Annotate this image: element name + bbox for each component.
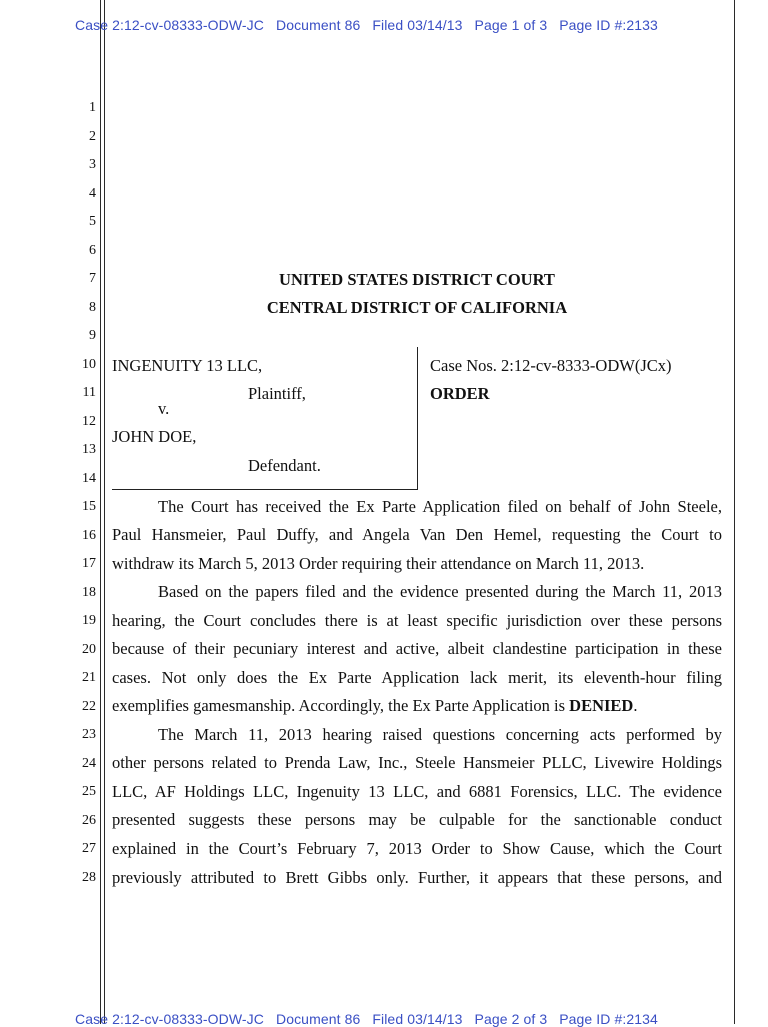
- body-line: Based on the papers filed and the evidence presented during the March 11, 2013: [158, 582, 722, 601]
- court-name: UNITED STATES DISTRICT COURT: [279, 270, 555, 289]
- body-line: cases. Not only does the Ex Parte Application lack merit, its eleventh-hour filing: [112, 668, 722, 687]
- line-number: 26: [82, 813, 96, 828]
- body-line: withdraw its March 5, 2013 Order requiring their attendance on March 11, 2013.: [112, 554, 645, 573]
- body-line: other persons related to Prenda Law, Inc., Steele Hansmeier PLLC, Livewire Holdings: [112, 753, 722, 772]
- line-number: 22: [82, 699, 96, 714]
- line-number: 2: [89, 129, 96, 144]
- line-number: 8: [89, 300, 96, 315]
- page-id: Page ID #:2134: [559, 1011, 658, 1027]
- line-number: 19: [82, 613, 96, 628]
- defendant-name: JOHN DOE,: [112, 427, 197, 446]
- line-number: 6: [89, 243, 96, 258]
- defendant-role: Defendant.: [248, 456, 321, 475]
- filed-date: Filed 03/14/13: [372, 1011, 463, 1027]
- body-line: [112, 696, 722, 716]
- body-line: because of their pecuniary interest and active, albeit clandestine participation in these: [112, 639, 722, 658]
- line-number: 3: [89, 157, 96, 172]
- body-line: explained in the Court’s February 7, 2013 Order to Show Cause, which the Court: [112, 839, 722, 858]
- line-number: 21: [82, 670, 96, 685]
- line-number: 10: [82, 357, 96, 372]
- body-line: hearing, the Court concludes there is at least specific jurisdiction over these persons: [112, 611, 722, 630]
- line-number: 17: [82, 556, 96, 571]
- page-indicator: Page 2 of 3: [474, 1011, 548, 1027]
- body-line: The Court has received the Ex Parte Application filed on behalf of John Steele,: [158, 497, 722, 516]
- line-number: 7: [89, 271, 96, 286]
- filed-date: Filed 03/14/13: [372, 17, 463, 33]
- page-indicator: Page 1 of 3: [474, 17, 548, 33]
- body-line: Paul Hansmeier, Paul Duffy, and Angela Van Den Hemel, requesting the Court to: [112, 525, 722, 544]
- line-number: 13: [82, 442, 96, 457]
- document-type: ORDER: [430, 384, 490, 403]
- body-line: previously attributed to Brett Gibbs only. Further, it appears that these persons, and: [112, 868, 722, 887]
- versus: v.: [158, 399, 170, 418]
- line-number: 1: [89, 100, 96, 115]
- caption-divider-vertical: [417, 347, 418, 489]
- left-margin-rule-inner: [104, 0, 105, 1024]
- body-line: The March 11, 2013 hearing raised questions concerning acts performed by: [158, 725, 722, 744]
- document-number: Document 86: [275, 17, 361, 33]
- line-number: 5: [89, 214, 96, 229]
- document-number: Document 86: [275, 1011, 361, 1027]
- denied-ruling: DENIED: [569, 696, 634, 715]
- plaintiff-role: Plaintiff,: [248, 384, 306, 403]
- filing-header-top: [0, 17, 768, 33]
- line-number: 14: [82, 471, 96, 486]
- caption-divider-horizontal: [112, 489, 418, 490]
- case-number: Case 2:12-cv-08333-ODW-JC: [75, 1011, 264, 1027]
- body-text: .: [633, 696, 638, 715]
- plaintiff-name: INGENUITY 13 LLC,: [112, 356, 263, 375]
- case-number: Case 2:12-cv-08333-ODW-JC: [75, 17, 264, 33]
- court-district: CENTRAL DISTRICT OF CALIFORNIA: [266, 298, 568, 317]
- page-id: Page ID #:2133: [559, 17, 658, 33]
- line-number: 23: [82, 727, 96, 742]
- line-number: 11: [82, 385, 96, 400]
- line-number: 12: [82, 414, 96, 429]
- right-margin-rule: [734, 0, 735, 1024]
- case-numbers: Case Nos. 2:12-cv-8333-ODW(JCx): [430, 356, 672, 375]
- line-number: 20: [82, 642, 96, 657]
- line-number: 25: [82, 784, 96, 799]
- line-number: 28: [82, 870, 96, 885]
- body-text: exemplifies gamesmanship. Accordingly, the Ex Parte Application is: [112, 696, 570, 715]
- body-line: LLC, AF Holdings LLC, Ingenuity 13 LLC, and 6881 Forensics, LLC. The evidence: [112, 782, 722, 801]
- filing-header-next-page: [0, 1011, 768, 1027]
- line-number: 24: [82, 756, 96, 771]
- line-number: 16: [82, 528, 96, 543]
- line-number: 4: [89, 186, 96, 201]
- body-line: presented suggests these persons may be culpable for the sanctionable conduct: [112, 810, 722, 829]
- left-margin-rule-outer: [100, 0, 101, 1024]
- line-number: 27: [82, 841, 96, 856]
- line-number: 18: [82, 585, 96, 600]
- line-number: 9: [89, 328, 96, 343]
- line-number: 15: [82, 499, 96, 514]
